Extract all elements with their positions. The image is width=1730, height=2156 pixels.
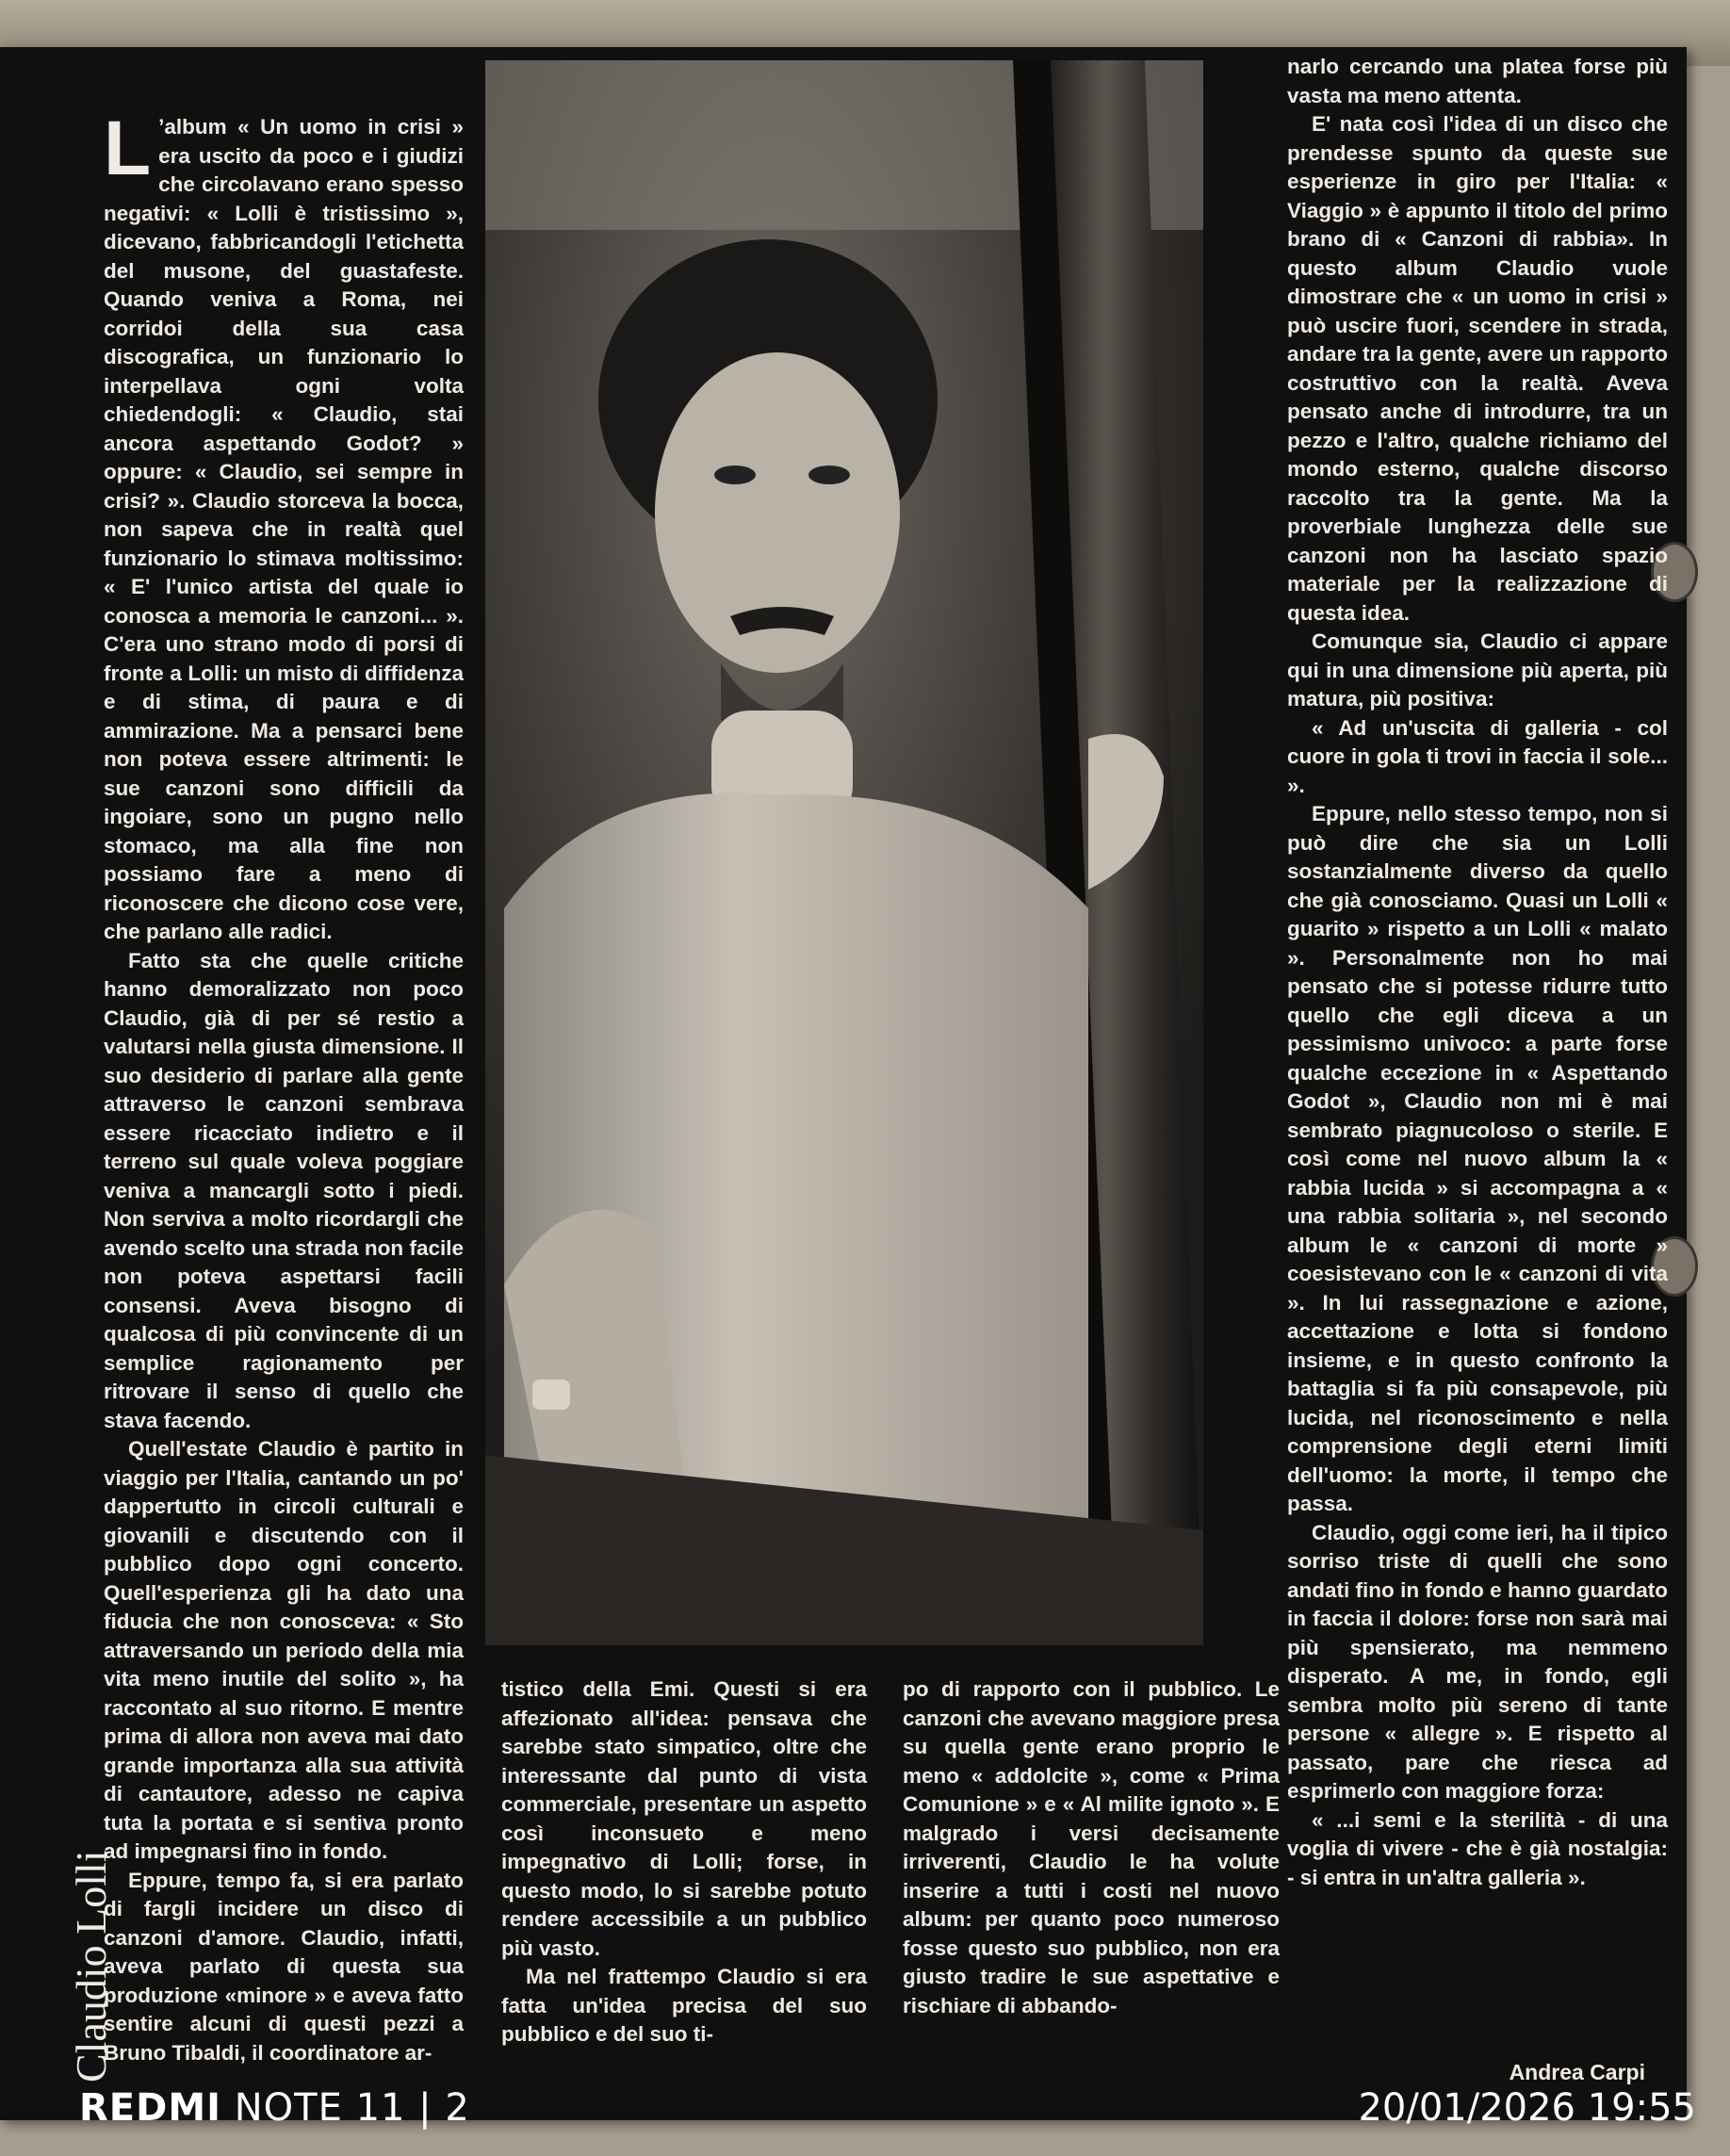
portrait-photo xyxy=(485,60,1203,1645)
paragraph: narlo cercando una platea forse più vasta ma meno attenta. xyxy=(1287,55,1668,107)
author-signature: Andrea Carpi xyxy=(1509,2060,1645,2084)
article-column-1 xyxy=(104,106,464,2067)
camera-watermark-model xyxy=(79,2086,470,2130)
paragraph: « Ad un'uscita di galleria - col cuore in gola ti trovi in faccia il sole... ». xyxy=(1287,715,1668,797)
paragraph: tistico della Emi. Questi si era affezionato all'idea: pensava che sarebbe stato simpatico, oltre che interessante dal punto di vista commerciale, presentare un aspetto così inconsueto e meno impegnativo di Lolli; forse, in questo modo, lo si sarebbe potuto rendere accessibile a un pubblico più vasto. xyxy=(501,1677,867,1960)
paragraph: L ’album « Un uomo in crisi » era uscito da poco e i giudizi che circolavano erano spesso negativi: « Lolli è tristissimo », dicevano, fabbricandogli l'etichetta del musone, del guastafeste. Quando veniva a Roma, nei corridoi della sua casa discografica, un funzionario lo interpellava ogni volta chiedendogli: « Claudio, stai ancora aspettando Godot? » oppure: « Claudio, sei sempre in crisi? ». Claudio storceva la bocca, non sapeva che in realtà quel funzionario lo stimava moltissimo: « E' l'unico artista del quale io conosca a memoria le canzoni... ». C'era uno strano modo di porsi di fronte a Lolli: un misto di diffidenza e di stima, di paura e di ammirazione. Ma a pensarci bene non poteva essere altrimenti: le sue canzoni sono difficili da ingoiare, sono un pugno nello stomaco, ma alla fine non possiamo fare a meno di riconoscere che dicono cose vere, che parlano alle radici. xyxy=(104,106,464,943)
paragraph: Fatto sta che quelle critiche hanno demoralizzato non poco Claudio, già di per sé restio a valutarsi nella giusta dimensione. Il suo desiderio di parlare alla gente attraverso le canzoni sembrava essere ricacciato indietro e il terreno sul quale voleva poggiare veniva a mancargli sotto i piedi. Non serviva a molto ricordargli che avendo scelto una strada non facile non poteva aspettarsi facili consensi. Aveva bisogno di qualcosa di più convincente di un semplice ragionamento per ritrovare il senso di quello che stava facendo. xyxy=(104,948,464,1432)
camera-model: NOTE 11 | 2 xyxy=(234,2086,470,2130)
paragraph: Claudio, oggi come ieri, ha il tipico sorriso triste di quelli che sono andati fino in fondo e hanno guardato in faccia il dolore: forse non sarà mai più spensierato, ma nemmeno disperato. A me, in fondo, egli sembra molto più sereno di tante persone « allegre ». E rispetto al passato, pare che riesca ad esprimerlo con maggiore forza: xyxy=(1287,1520,1668,1803)
paragraph: Eppure, tempo fa, si era parlato di fargli incidere un disco di canzoni d'amore. Claudio, infatti, aveva parlato di questa sua produzione «minore » e aveva fatto sentire alcuni di questi pezzi a Bruno Tibaldi, il coordinatore ar- xyxy=(104,1868,464,2065)
portrait-illustration xyxy=(485,60,1203,1645)
paragraph: po di rapporto con il pubblico. Le canzoni che avevano maggiore presa su quella gente erano proprio le meno « addolcite », come « Prima Comunione » e « Al milite ignoto ». E malgrado i versi decisamente irriverenti, Claudio le ha volute inserire a tutti i costi nel nuovo album: per quanto poco numeroso fosse questo suo pubblico, non era giusto tradire le sue aspettative e rischiare di abbando- xyxy=(903,1677,1280,2017)
camera-brand: REDMI xyxy=(79,2086,222,2130)
drop-cap: L xyxy=(104,106,152,191)
article-column-3 xyxy=(903,1675,1280,2020)
paragraph: « ...i semi e la sterilità - di una voglia di vivere - che è già nostalgia: - si entra in un'altra galleria ». xyxy=(1287,1807,1668,1889)
paragraph: Eppure, nello stesso tempo, non si può dire che sia un Lolli sostanzialmente diverso da quello che già conosciamo. Quasi un Lolli « guarito » rispetto a un Lolli « malato ». Personalmente non ho mai pensato che si potesse ridurre tutto quello che egli diceva a un pessimismo univoco: a parte forse qualche eccezione in « Aspettando Godot », Claudio non mi è mai sembrato piagnucoloso o sterile. E così come nel nuovo album la « rabbia lucida » si accompagna a « una rabbia solitaria », nel secondo album le « canzoni di morte » coesistevano con le « canzoni di vita ». In lui rassegnazione e azione, accettazione e lotta si fondono insieme, e in questo confronto la battaglia si fa più consapevole, più lucida, nel riconoscimento e nella comprensione degli eterni limiti dell'uomo: la morte, il tempo che passa. xyxy=(1287,802,1668,1515)
article-column-4 xyxy=(1287,53,1668,1892)
article-column-2 xyxy=(501,1675,867,2050)
paragraph: E' nata così l'idea di un disco che prendesse spunto da queste sue esperienze in giro per l'Italia: « Viaggio » è appunto il titolo del primo brano di « Canzoni di rabbia». In questo album Claudio vuole dimostrare che « un uomo in crisi » può uscire fuori, scendere in strada, andare tra la gente, avere un rapporto costruttivo con la realtà. Aveva pensato anche di introdurre, tra un pezzo e l'altro, qualche richiamo del mondo esterno, qualche discorso raccolto tra la gente. Ma la proverbiale lunghezza delle sue canzoni non ha lasciato spazio materiale per la realizzazione di questa idea. xyxy=(1287,112,1668,625)
paragraph: Comunque sia, Claudio ci appare qui in una dimensione più aperta, più matura, più positiva: xyxy=(1287,629,1668,710)
camera-watermark-datetime: 20/01/2026 19:55 xyxy=(1358,2086,1696,2130)
vertical-title: Claudio Lolli xyxy=(67,1850,115,2082)
paragraph: Ma nel frattempo Claudio si era fatta un'idea precisa del suo pubblico e del suo ti- xyxy=(501,1965,867,2046)
paragraph: Quell'estate Claudio è partito in viaggio per l'Italia, cantando un po' dappertutto in circoli culturali e giovanili e discutendo con il pubblico dopo ogni concerto. Quell'esperienza gli ha dato una fiducia che non conosceva: « Sto attraversando un periodo della mia vita meno inutile del solito », ha raccontato al suo ritorno. E mentre prima di allora non aveva mai dato grande importanza alla sua attività di cantautore, adesso ne capiva tuta la portata e si sentiva pronto ad impegnarsi fino in fondo. xyxy=(104,1437,464,1863)
